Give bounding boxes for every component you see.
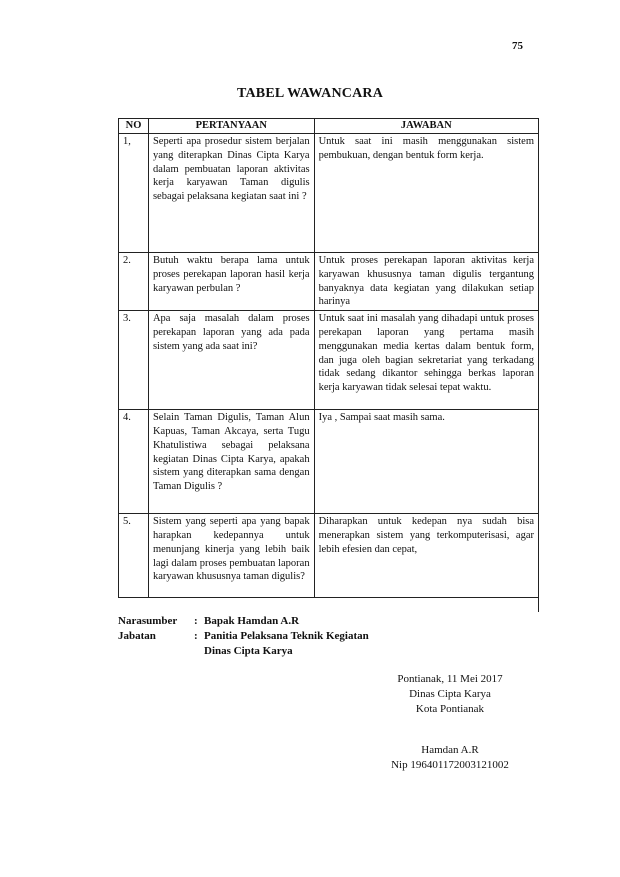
answer-cell: Iya , Sampai saat masih sama.	[314, 410, 538, 514]
table-row	[119, 311, 539, 410]
row-number: 2.	[119, 253, 149, 311]
page-number: 75	[512, 40, 523, 52]
signer-nip: Nip 196401172003121002	[391, 759, 509, 771]
narasumber-label: Narasumber	[118, 615, 178, 627]
question-cell: Butuh waktu berapa lama untuk proses perekapan laporan hasil kerja karyawan perbulan ?	[148, 253, 314, 311]
signer-name: Hamdan A.R	[421, 744, 479, 756]
question-cell: Sistem yang seperti apa yang bapak harapkan kedepannya untuk menunjang kinerja yang lebih baik lagi dalam proses pembuatan laporan karyawan khususnya taman digulis?	[148, 514, 314, 598]
jabatan-value-continued: Dinas Cipta Karya	[204, 645, 293, 657]
jabatan-value: Panitia Pelaksana Teknik Kegiatan	[204, 630, 369, 642]
row-number: 4.	[119, 410, 149, 514]
table-header-row	[119, 119, 539, 134]
question-cell: Selain Taman Digulis, Taman Alun Kapuas, Taman Akcaya, serta Tugu Khatulistiwa sebagai pelaksana kegiatan Dinas Cipta Karya, apakah sistem yang diterapkan sama dengan Taman Digulis ?	[148, 410, 314, 514]
table-edge-line	[538, 592, 539, 612]
table-row	[119, 410, 539, 514]
answer-cell: Untuk proses perekapan laporan aktivitas kerja karyawan khususnya taman digulis tergantung banyaknya data kegiatan yang dilakukan setiap harinya	[314, 253, 538, 311]
answer-cell: Diharapkan untuk kedepan nya sudah bisa menerapkan sistem yang terkomputerisasi, agar lebih efesien dan cepat,	[314, 514, 538, 598]
row-number: 3.	[119, 311, 149, 410]
date-line: Pontianak, 11 Mei 2017	[397, 673, 503, 685]
answer-cell: Untuk saat ini masih menggunakan sistem pembukuan, dengan bentuk form kerja.	[314, 134, 538, 253]
answer-cell: Untuk saat ini masalah yang dihadapi untuk proses perekapan laporan yang pertama masih menggunakan media kertas dalam bentuk form, dan juga oleh bagian sekretariat yang terkadang tidak sedang dikantor sehingga berkas laporan kerja karyawan tidak selesai tepat waktu.	[314, 311, 538, 410]
table-row	[119, 134, 539, 253]
narasumber-row	[118, 614, 369, 629]
question-cell: Apa saja masalah dalam proses perekapan laporan yang ada pada sistem yang ada saat ini?	[148, 311, 314, 410]
header-no: NO	[119, 119, 149, 134]
table-row	[119, 514, 539, 598]
narasumber-value: Bapak Hamdan A.R	[204, 615, 300, 627]
narasumber-colon: :	[194, 615, 198, 627]
jabatan-label: Jabatan	[118, 630, 156, 642]
jabatan-row	[118, 629, 369, 644]
header-answer: JAWABAN	[314, 119, 538, 134]
row-number: 5.	[119, 514, 149, 598]
interview-table	[118, 118, 539, 598]
header-question: PERTANYAAN	[148, 119, 314, 134]
row-number: 1,	[119, 134, 149, 253]
question-cell: Seperti apa prosedur sistem berjalan yang diterapkan Dinas Cipta Karya dalam pembuatan laporan aktivitas kerja karyawan Taman digulis sebagai pelaksana kegiatan saat ini ?	[148, 134, 314, 253]
interviewee-info	[118, 614, 369, 659]
jabatan-colon: :	[194, 630, 198, 642]
city-line: Kota Pontianak	[415, 703, 485, 715]
table-row	[119, 253, 539, 311]
page-title: TABEL WAWANCARA	[236, 86, 383, 101]
organization-line: Dinas Cipta Karya	[409, 688, 491, 700]
